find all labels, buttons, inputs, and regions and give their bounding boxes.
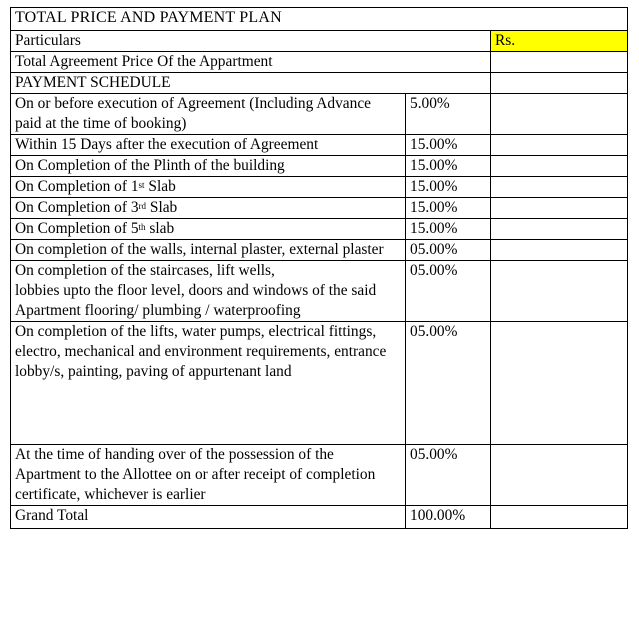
total-agreement-label: Total Agreement Price Of the Appartment bbox=[11, 52, 491, 73]
row-percent: 5.00% bbox=[406, 94, 491, 135]
grand-total-percent: 100.00% bbox=[406, 506, 491, 529]
row-particular-text: On Completion of 3 bbox=[15, 199, 139, 216]
row-particular-text: On Completion of 5 bbox=[15, 220, 139, 237]
total-agreement-amount bbox=[491, 52, 628, 73]
table-row bbox=[11, 156, 628, 177]
row-particular: On completion of the walls, internal plaster, external plaster bbox=[11, 240, 406, 261]
row-percent: 05.00% bbox=[406, 240, 491, 261]
row-particular-text: Slab bbox=[144, 178, 176, 195]
row-particular-text: On Completion of 1 bbox=[15, 178, 139, 195]
table-row bbox=[11, 219, 628, 240]
row-amount bbox=[491, 94, 628, 135]
table-row bbox=[11, 94, 628, 135]
row-particular-line: electro, mechanical and environment requirements, entrance lobby/s, painting, paving of appurtenant land bbox=[15, 343, 387, 380]
payment-plan-table bbox=[10, 7, 628, 529]
title-row bbox=[11, 8, 628, 31]
header-row bbox=[11, 31, 628, 52]
grand-total-amount bbox=[491, 506, 628, 529]
row-percent: 15.00% bbox=[406, 177, 491, 198]
total-agreement-row bbox=[11, 52, 628, 73]
row-particular-line: Apartment flooring/ plumbing / waterproofing bbox=[15, 302, 301, 319]
row-percent: 15.00% bbox=[406, 198, 491, 219]
row-particular: Within 15 Days after the execution of Agreement bbox=[11, 135, 406, 156]
row-amount bbox=[491, 261, 628, 322]
row-particular bbox=[11, 198, 406, 219]
particulars-header: Particulars bbox=[11, 31, 491, 52]
row-particular bbox=[11, 177, 406, 198]
ordinal-suffix: th bbox=[138, 222, 146, 232]
row-particular-text: slab bbox=[145, 220, 175, 237]
row-amount bbox=[491, 177, 628, 198]
row-percent: 05.00% bbox=[406, 261, 491, 322]
table-title: TOTAL PRICE AND PAYMENT PLAN bbox=[11, 8, 628, 31]
row-particular-line: On completion of the lifts, water pumps, electrical fittings, bbox=[15, 323, 377, 340]
row-particular-line: lobbies upto the floor level, doors and windows of the said bbox=[15, 282, 377, 299]
row-amount bbox=[491, 198, 628, 219]
row-amount bbox=[491, 322, 628, 445]
row-percent: 15.00% bbox=[406, 219, 491, 240]
row-amount bbox=[491, 156, 628, 177]
table-row bbox=[11, 445, 628, 506]
rs-header: Rs. bbox=[491, 31, 628, 52]
payment-schedule-row bbox=[11, 73, 628, 94]
table-row bbox=[11, 261, 628, 322]
row-percent: 15.00% bbox=[406, 135, 491, 156]
row-particular bbox=[11, 322, 406, 445]
row-particular: On Completion of the Plinth of the building bbox=[11, 156, 406, 177]
row-particular bbox=[11, 219, 406, 240]
row-particular-line: certificate, whichever is earlier bbox=[15, 486, 206, 503]
payment-schedule-amount bbox=[491, 73, 628, 94]
grand-total-label: Grand Total bbox=[11, 506, 406, 529]
row-particular-line: At the time of handing over of the possession of the Apartment to the Allottee on or after receipt of completion bbox=[15, 446, 376, 483]
table-row bbox=[11, 240, 628, 261]
row-particular: On or before execution of Agreement (Including Advance paid at the time of booking) bbox=[11, 94, 406, 135]
row-particular bbox=[11, 261, 406, 322]
row-amount bbox=[491, 445, 628, 506]
table-row bbox=[11, 177, 628, 198]
table-row bbox=[11, 198, 628, 219]
row-particular-line: On completion of the staircases, lift wells, bbox=[15, 262, 275, 279]
table-row bbox=[11, 135, 628, 156]
row-percent: 05.00% bbox=[406, 445, 491, 506]
row-amount bbox=[491, 240, 628, 261]
row-particular bbox=[11, 445, 406, 506]
row-particular-text: Slab bbox=[146, 199, 178, 216]
ordinal-suffix: st bbox=[138, 180, 145, 190]
row-percent: 15.00% bbox=[406, 156, 491, 177]
row-amount bbox=[491, 219, 628, 240]
row-amount bbox=[491, 135, 628, 156]
row-percent: 05.00% bbox=[406, 322, 491, 445]
payment-schedule-label: PAYMENT SCHEDULE bbox=[11, 73, 491, 94]
table-row bbox=[11, 322, 628, 445]
grand-total-row bbox=[11, 506, 628, 529]
ordinal-suffix: rd bbox=[138, 201, 147, 211]
